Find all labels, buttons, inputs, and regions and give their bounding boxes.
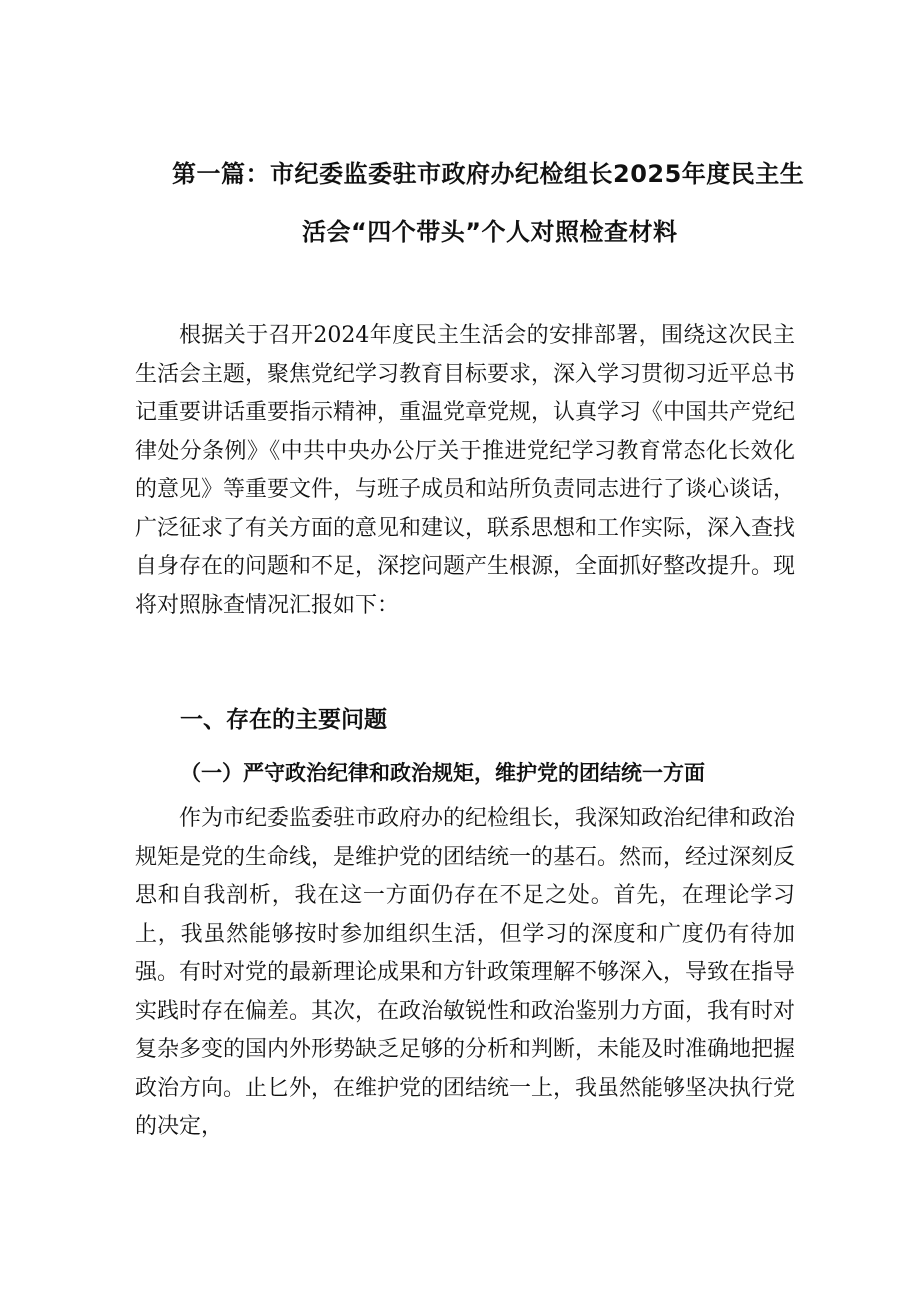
subsection-heading: （一）严守政治纪律和政治规矩，维护党的团结统一方面 [180, 760, 705, 785]
document-title-line-2: 活会“四个带头”个人对照检查材料 [302, 218, 678, 246]
section-heading: 一、存在的主要问题 [180, 707, 387, 733]
body-paragraph: 作为市纪委监委驻市政府办的纪检组长，我深知政治纪律和政治规矩是党的生命线，是维护党的团结统一的基石。然而，经过深刻反思和自我剖析，我在这一方面仍存在不足之处。首先，在理论学习上，我虽然能够按时参加组织生活，但学习的深度和广度仍有待加强。有时对党的最新理论成果和方针政策理解不够深入，导致在指导实践时存在偏差。其次，在政治敏锐性和政治鉴别力方面，我有时对复杂多变的国内外形势缺乏足够的分析和判断，未能及时准确地把握政治方向。止匕外，在维护党的团结统一上，我虽然能够坚决执行党的决定， [135, 806, 796, 1139]
intro-paragraph: 根据关于召开2024年度民主生活会的安排部署，围绕这次民主生活会主题，聚焦党纪学习教育目标要求，深入学习贯彻习近平总书记重要讲话重要指示精神，重温党章党规，认真学习《中国共产党纪律处分条例》《中共中央办公厅关于推进党纪学习教育常态化长效化的意见》等重要文件，与班子成员和站所负责同志进行了谈心谈话，广泛征求了有关方面的意见和建议，联系思想和工作实际，深入查找自身存在的问题和不足，深挖问题产生根源，全面抓好整改提升。现将对照脉查情况汇报如下： [135, 323, 796, 618]
document-title-line-1: 第一篇：市纪委监委驻市政府办纪检组长2025年度民主生 [172, 160, 805, 188]
